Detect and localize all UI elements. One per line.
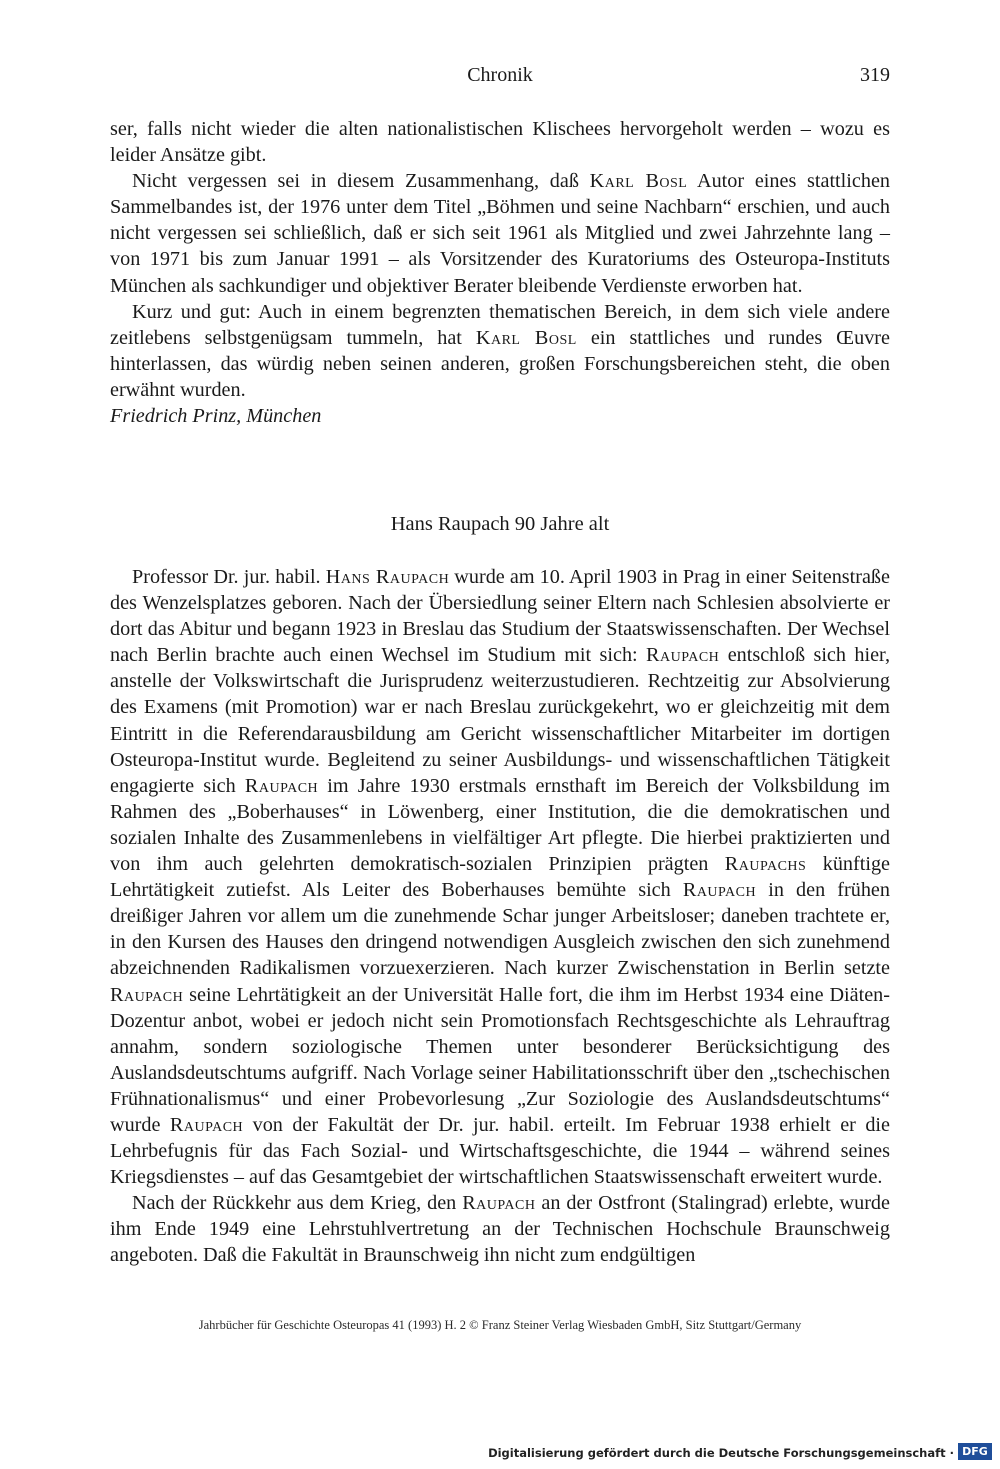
text-run: ein stattliches und rundes Œuvre hinterlassen, das würdig neben seinen anderen, großen Forschungsbereichen steht, die oben erwähnt wurden. bbox=[110, 326, 890, 401]
article-paragraph-2 bbox=[110, 1190, 890, 1268]
person-name: Raupachs bbox=[724, 853, 807, 876]
article-paragraph-1 bbox=[110, 564, 890, 1190]
author-name: Karl Bosl bbox=[589, 170, 688, 193]
text-run: wurde am 10. April 1903 in Prag in einer Seitenstraße des Wenzelsplatzes geboren. Nach der Übersiedlung seiner Eltern nach Schlesien absolvierte er dort das Abitur und begann 1923 in Breslau das Studium der Staatswissenschaften. Der Wechsel nach Berlin brachte auch einen Wechsel im Studium mit sich: bbox=[110, 566, 890, 667]
obituary-paragraph-3 bbox=[110, 299, 890, 403]
digitization-credit: Digitalisierung gefördert durch die Deutsche Forschungsgemeinschaft · bbox=[488, 1446, 954, 1460]
dfg-logo: DFG bbox=[958, 1443, 992, 1460]
person-name: Raupach bbox=[682, 879, 757, 902]
text-run: künftige Lehrtätigkeit zutiefst. Als Leiter des Boberhauses bemühte sich bbox=[110, 853, 890, 902]
text-run: von der Fakultät der Dr. jur. habil. erteilt. Im Februar 1938 erhielt er die Lehrbefugnis für das Fach Sozial- und Wirtschaftsgeschichte, die 1944 – während seines Kriegsdienstes – auf das Gesamtgebiet der wirtschaftlichen Staatswissenschaft erweitert wurde. bbox=[110, 1113, 890, 1189]
running-title: Chronik bbox=[467, 64, 533, 86]
obituary-signature: Friedrich Prinz, München bbox=[110, 405, 322, 428]
text-run: Nicht vergessen sei in diesem Zusammenhang, daß bbox=[132, 170, 590, 193]
person-name: Hans Raupach bbox=[325, 566, 450, 588]
person-name: Raupach bbox=[646, 644, 720, 667]
text-run: Professor Dr. jur. habil. bbox=[132, 566, 326, 588]
article-title: Hans Raupach 90 Jahre alt bbox=[390, 513, 610, 535]
copyright-footer: Jahrbücher für Geschichte Osteuropas 41 (1993) H. 2 © Franz Steiner Verlag Wiesbaden GmbH, Sitz Stuttgart/Germany bbox=[198, 1318, 802, 1332]
person-name: Raupach bbox=[169, 1113, 244, 1136]
text-run: Kurz und gut: Auch in einem begrenzten thematischen Bereich, in dem sich viele andere zeitlebens selbstgenügsam tummeln, hat bbox=[110, 300, 890, 349]
text-run: entschloß sich hier, anstelle der Volkswirtschaft die Jurisprudenz weiterzustudieren. Rechtzeitig zur Absolvierung des Examens (mit Promotion) war er nach Breslau zurückgekehrt, wo er gleichzeitig mit dem Eintritt in die Referendarausbildung am Gericht wissenschaftlicher Mitarbeiter im dortigen Osteuropa-Institut wurde. Begleitend zu seiner Ausbildungs- und wissenschaftlichen Tätigkeit engagierte sich bbox=[110, 644, 890, 797]
text-run: an der Ostfront (Stalingrad) erlebte, wurde ihm Ende 1949 eine Lehrstuhlvertretung an der Technischen Hochschule Braunschweig angeboten. Daß die Fakultät in Braunschweig ihn nicht zum endgültigen bbox=[110, 1192, 890, 1267]
author-name: Karl Bosl bbox=[475, 326, 577, 349]
obituary-text-block bbox=[110, 116, 890, 429]
text-run: ser, falls nicht wieder die alten nationalistischen Klischees hervorgeholt werden – wozu es leider Ansätze gibt. bbox=[110, 118, 890, 167]
text-run: im Jahre 1930 erstmals ernsthaft im Bereich der Volksbildung im Rahmen des „Boberhauses“ in Löwenberg, einer Institution, die die demokratischen und sozialen Inhalte des Zusammenlebens in vielfältiger Art pflegte. Die hierbei praktizierten und von ihm auch gelehrten demokratisch-sozialen Prinzipien prägten bbox=[110, 774, 890, 876]
text-run: seine Lehrtätigkeit an der Universität Halle fort, die ihm im Herbst 1934 eine Diäten-Dozentur anbot, wobei er jedoch nicht sein Promotionsfach Rechtsgeschichte als Lehrauftrag annahm, sondern soziologische Themen unter besonderer Berücksichtigung des Auslandsdeutschtums aufgriff. Nach Vorlage seiner Habilitationsschrift über den „tschechischen Frühnationalismus“ und einer Probevorlesung „Zur Soziologie des Auslandsdeutschtums“ wurde bbox=[110, 983, 890, 1136]
running-header bbox=[110, 64, 890, 94]
article-text-block bbox=[110, 564, 890, 1269]
obituary-paragraph-1 bbox=[110, 116, 890, 168]
person-name: Raupach bbox=[110, 983, 184, 1006]
person-name: Raupach bbox=[244, 774, 319, 797]
text-run: in den frühen dreißiger Jahren vor allem um die zunehmende Schar junger Arbeitsloser; daneben trachtete er, in den Kursen des Hauses den dringend notwendigen Ausgleich zwischen den sich zunehmend abzeichnenden Radikalismen vorzuexerzieren. Nach kurzer Zwischenstation in Berlin setzte bbox=[110, 879, 890, 980]
text-run: Nach der Rückkehr aus dem Krieg, den bbox=[132, 1192, 463, 1215]
text-run: Autor eines stattlichen Sammelbandes ist, der 1976 unter dem Titel „Böhmen und seine Nachbarn“ erschien, und auch nicht vergessen sei schließlich, daß er sich seit 1961 als Mitglied und zwei Jahrzehnte lang – von 1971 bis zum Januar 1991 – als Vorsitzender des Kuratoriums des Osteuropa-Instituts München als sachkundiger und objektiver Berater bleibende Verdienste erworben hat. bbox=[110, 170, 890, 297]
person-name: Raupach bbox=[462, 1192, 536, 1215]
obituary-paragraph-2 bbox=[110, 168, 890, 298]
page-number: 319 bbox=[860, 64, 890, 86]
